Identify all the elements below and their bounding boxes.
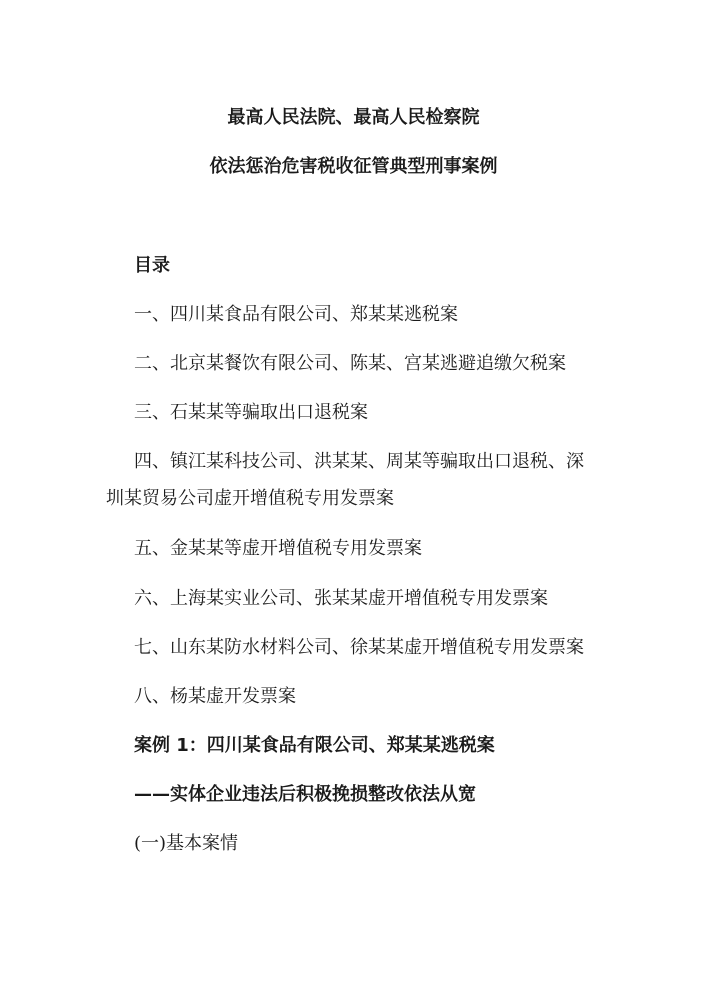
- toc-heading: 目录: [134, 255, 170, 276]
- toc-item: 六、上海某实业公司、张某某虚开增值税专用发票案: [134, 588, 548, 609]
- toc-item: 八、杨某虚开发票案: [134, 686, 296, 707]
- toc-item: 三、石某某等骗取出口退税案: [134, 402, 368, 423]
- toc-item: 一、四川某食品有限公司、郑某某逃税案: [134, 304, 458, 325]
- toc-item: 四、镇江某科技公司、洪某某、周某等骗取出口退税、深: [134, 451, 584, 472]
- section-heading: (一)基本案情: [134, 833, 239, 854]
- toc-item: 五、金某某等虚开增值税专用发票案: [134, 538, 422, 559]
- toc-item: 二、北京某餐饮有限公司、陈某、宫某逃避追缴欠税案: [134, 353, 566, 374]
- title-line-2: 依法惩治危害税收征管典型刑事案例: [209, 156, 498, 177]
- toc-item-continuation: 圳某贸易公司虚开增值税专用发票案: [106, 488, 394, 509]
- toc-item: 七、山东某防水材料公司、徐某某虚开增值税专用发票案: [134, 637, 584, 658]
- case-subtitle: ——实体企业违法后积极挽损整改依法从宽: [134, 784, 476, 805]
- title-line-1: 最高人民法院、最高人民检察院: [227, 107, 480, 128]
- case-heading: 案例 1：四川某食品有限公司、郑某某逃税案: [134, 735, 495, 756]
